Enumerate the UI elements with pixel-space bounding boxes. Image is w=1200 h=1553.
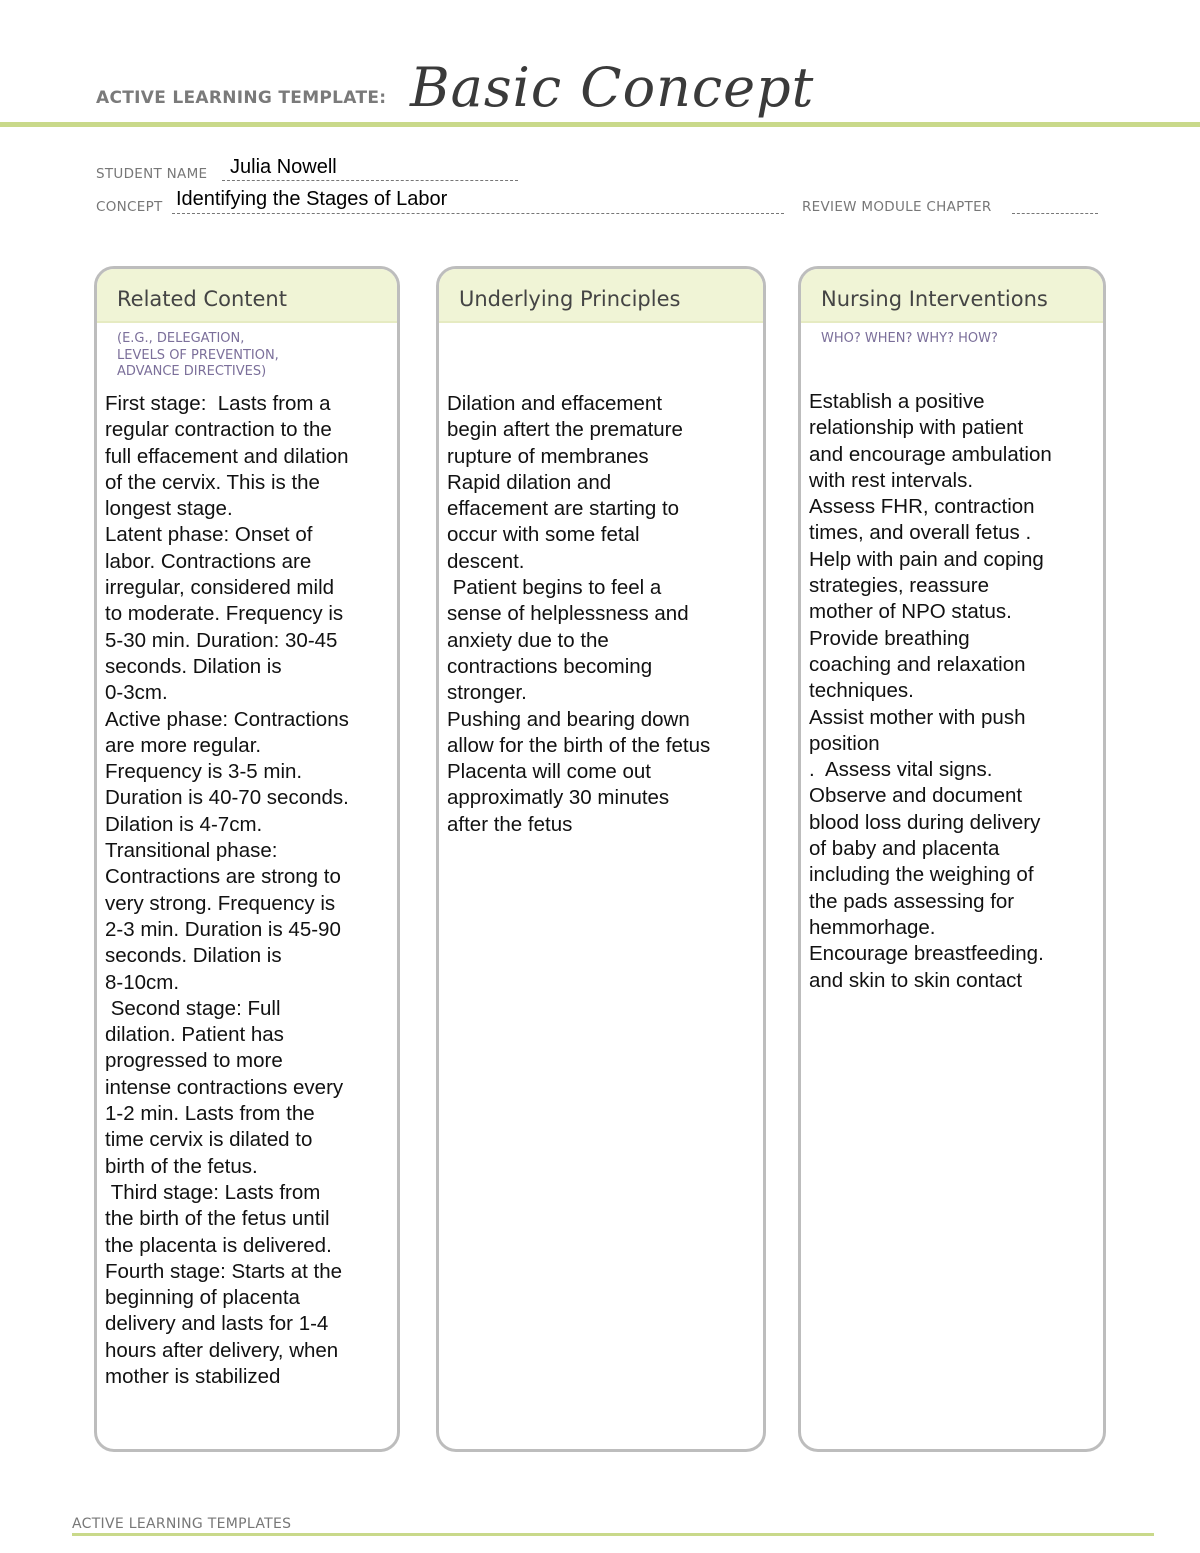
review-module-label: REVIEW MODULE CHAPTER xyxy=(802,199,992,215)
related-content-body[interactable] xyxy=(105,391,393,1390)
nursing-interventions-line: coaching and relaxation xyxy=(809,652,1026,676)
related-content-line: 2-3 min. Duration is 45-90 xyxy=(105,917,341,941)
related-content-line: the placenta is delivered. xyxy=(105,1233,332,1257)
related-content-line: Frequency is 3-5 min. xyxy=(105,760,303,784)
footer-label: ACTIVE LEARNING TEMPLATES xyxy=(72,1516,292,1532)
related-content-line: Second stage: Full xyxy=(105,996,281,1020)
nursing-interventions-line: position xyxy=(809,731,880,755)
underlying-principles-line: sense of helplessness and xyxy=(447,602,689,626)
related-content-line: Duration is 40-70 seconds. xyxy=(105,786,349,810)
nursing-subtitle-line: WHO? WHEN? WHY? HOW? xyxy=(821,331,998,346)
related-content-line: 5-30 min. Duration: 30-45 xyxy=(105,628,338,652)
related-content-panel xyxy=(94,266,400,1452)
nursing-interventions-line: relationship with patient xyxy=(809,416,1024,440)
nursing-interventions-panel xyxy=(798,266,1106,1452)
nursing-interventions-body[interactable] xyxy=(809,389,1099,994)
underlying-principles-title: Underlying Principles xyxy=(439,269,763,323)
underlying-principles-line: anxiety due to the xyxy=(447,628,609,652)
nursing-interventions-line: hemmorhage. xyxy=(809,915,936,939)
related-content-line: hours after delivery, when xyxy=(105,1338,339,1362)
related-content-line: 1-2 min. Lasts from the xyxy=(105,1102,315,1126)
related-content-subtitle xyxy=(117,331,279,381)
related-content-line: Transitional phase: xyxy=(105,839,278,863)
related-content-line: irregular, considered mild xyxy=(105,576,335,600)
nursing-interventions-line: blood loss during delivery xyxy=(809,810,1041,834)
related-content-line: regular contraction to the xyxy=(105,418,332,442)
nursing-interventions-line: . Assess vital signs. xyxy=(809,758,993,782)
nursing-interventions-line: the pads assessing for xyxy=(809,889,1015,913)
related-content-line: of the cervix. This is the xyxy=(105,470,320,494)
underlying-principles-line: effacement are starting to xyxy=(447,497,680,521)
related-content-line: Active phase: Contractions xyxy=(105,707,349,731)
underlying-principles-line: rupture of membranes xyxy=(447,444,649,468)
nursing-interventions-line: Help with pain and coping xyxy=(809,547,1044,571)
underlying-principles-line: Placenta will come out xyxy=(447,760,651,784)
related-content-line: 0-3cm. xyxy=(105,681,168,705)
related-content-title: Related Content xyxy=(97,269,397,323)
related-content-line: beginning of placenta xyxy=(105,1286,300,1310)
related-content-line: seconds. Dilation is xyxy=(105,654,282,678)
related-content-line: to moderate. Frequency is xyxy=(105,602,344,626)
underlying-principles-line: allow for the birth of the fetus xyxy=(447,733,711,757)
nursing-interventions-line: Assess FHR, contraction xyxy=(809,495,1035,519)
related-content-line: birth of the fetus. xyxy=(105,1154,258,1178)
related-content-line: full effacement and dilation xyxy=(105,444,349,468)
concept-field[interactable]: Identifying the Stages of Labor xyxy=(176,188,448,210)
nursing-interventions-line: including the weighing of xyxy=(809,863,1034,887)
related-content-line: longest stage. xyxy=(105,497,233,521)
footer-rule xyxy=(72,1533,1154,1536)
header-rule xyxy=(0,122,1200,127)
nursing-interventions-line: mother of NPO status. xyxy=(809,600,1012,624)
related-content-line: Fourth stage: Starts at the xyxy=(105,1259,343,1283)
related-content-line: dilation. Patient has xyxy=(105,1023,284,1047)
nursing-interventions-line: Assist mother with push xyxy=(809,705,1026,729)
underlying-principles-panel xyxy=(436,266,766,1452)
related-content-line: Dilation is 4-7cm. xyxy=(105,812,263,836)
related-content-line: delivery and lasts for 1-4 xyxy=(105,1312,329,1336)
concept-line xyxy=(172,213,784,214)
student-name-label: STUDENT NAME xyxy=(96,166,208,182)
underlying-principles-line: contractions becoming xyxy=(447,654,653,678)
underlying-principles-body[interactable] xyxy=(447,391,759,838)
nursing-interventions-line: strategies, reassure xyxy=(809,574,990,598)
underlying-principles-line: stronger. xyxy=(447,681,527,705)
related-content-line: the birth of the fetus until xyxy=(105,1207,330,1231)
related-content-line: progressed to more xyxy=(105,1049,283,1073)
related-subtitle-line: ADVANCE DIRECTIVES) xyxy=(117,364,267,379)
nursing-interventions-title: Nursing Interventions xyxy=(801,269,1103,323)
nursing-interventions-line: Encourage breastfeeding. xyxy=(809,942,1044,966)
nursing-interventions-line: Establish a positive xyxy=(809,390,985,413)
underlying-principles-line: Patient begins to feel a xyxy=(447,576,662,600)
student-name-field[interactable]: Julia Nowell xyxy=(230,156,337,178)
underlying-principles-line: begin aftert the premature xyxy=(447,418,683,442)
related-content-line: mother is stabilized xyxy=(105,1364,281,1388)
related-content-line: seconds. Dilation is xyxy=(105,944,282,968)
underlying-principles-line: after the fetus xyxy=(447,812,573,836)
underlying-principles-line: occur with some fetal xyxy=(447,523,640,547)
review-module-field[interactable] xyxy=(1012,213,1098,214)
underlying-principles-line: Dilation and effacement xyxy=(447,392,663,415)
underlying-principles-line: Rapid dilation and xyxy=(447,470,612,494)
related-content-line: First stage: Lasts from a xyxy=(105,392,331,415)
related-content-line: 8-10cm. xyxy=(105,970,180,994)
concept-label: CONCEPT xyxy=(96,199,163,215)
student-name-line xyxy=(222,180,518,181)
nursing-interventions-line: and encourage ambulation xyxy=(809,442,1052,466)
underlying-principles-line: Pushing and bearing down xyxy=(447,707,690,731)
template-title: Basic Concept xyxy=(410,56,815,119)
nursing-interventions-line: of baby and placenta xyxy=(809,837,1000,861)
related-content-line: very strong. Frequency is xyxy=(105,891,336,915)
related-content-line: time cervix is dilated to xyxy=(105,1128,313,1152)
nursing-interventions-line: times, and overall fetus . xyxy=(809,521,1032,545)
nursing-interventions-line: Observe and document xyxy=(809,784,1023,808)
related-content-line: Third stage: Lasts from xyxy=(105,1180,321,1204)
nursing-interventions-line: Provide breathing xyxy=(809,626,970,650)
related-content-line: Contractions are strong to xyxy=(105,865,341,889)
related-content-line: are more regular. xyxy=(105,733,262,757)
nursing-interventions-subtitle xyxy=(821,331,998,348)
nursing-interventions-line: techniques. xyxy=(809,679,914,703)
nursing-interventions-line: and skin to skin contact xyxy=(809,968,1023,992)
template-label: ACTIVE LEARNING TEMPLATE: xyxy=(96,88,387,108)
underlying-principles-line: approximatly 30 minutes xyxy=(447,786,670,810)
related-content-line: labor. Contractions are xyxy=(105,549,312,573)
related-subtitle-line: LEVELS OF PREVENTION, xyxy=(117,347,279,363)
related-content-line: intense contractions every xyxy=(105,1075,344,1099)
underlying-principles-line: descent. xyxy=(447,549,525,573)
related-subtitle-line: (E.G., DELEGATION, xyxy=(117,331,245,346)
related-content-line: Latent phase: Onset of xyxy=(105,523,313,547)
nursing-interventions-line: with rest intervals. xyxy=(809,468,974,492)
